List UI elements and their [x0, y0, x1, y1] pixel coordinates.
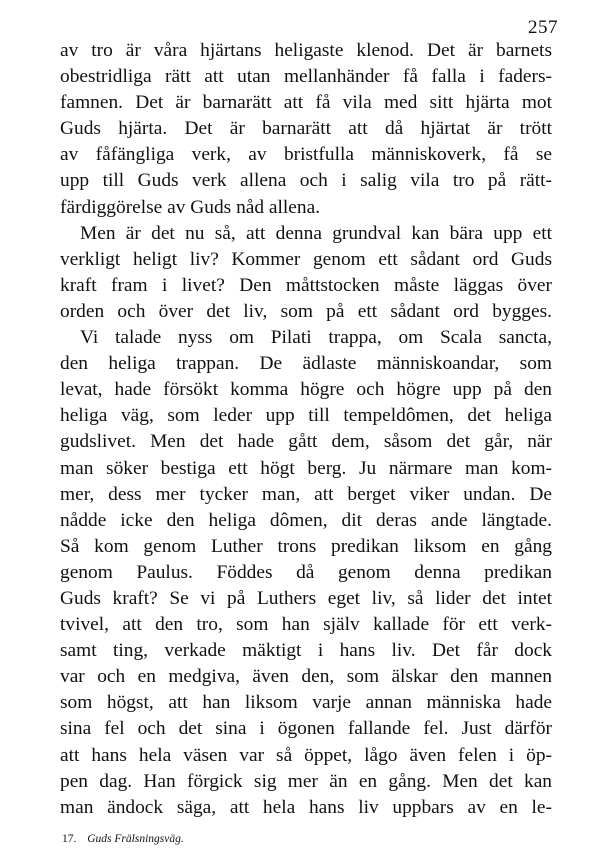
- text-line: Guds hjärta. Det är barnarätt att då hjärtat är trött: [60, 118, 552, 140]
- text-line: mer, dess mer tycker man, att berget viker undan. De: [60, 483, 552, 505]
- text-line: gudslivet. Men det hade gått dem, såsom det går, när: [60, 431, 552, 453]
- text-line: av tro är våra hjärtans heligaste klenod. Det är barnets: [60, 40, 552, 61]
- text-line: man söker bestiga ett högt berg. Ju närmare man kom-: [60, 457, 552, 479]
- paragraph: [60, 38, 552, 221]
- text-line: genom Paulus. Föddes då genom denna predikan: [60, 561, 552, 583]
- text-line: av fåfängliga verk, av bristfulla människoverk, få se: [60, 144, 552, 166]
- text-line: som högst, att han liksom varje annan människa hade: [60, 692, 552, 714]
- text-line: levat, hade försökt komma högre och högre upp på den: [60, 379, 552, 401]
- text-line: Så kom genom Luther trons predikan liksom en gång: [60, 535, 552, 557]
- text-line: orden och över det liv, som på ett sådant ord bygges.: [60, 300, 552, 322]
- text-line: man ändock säga, att hela hans liv uppbars av en le-: [60, 796, 552, 818]
- text-line: att hans hela väsen var så öppet, lågo även felen i öp-: [60, 744, 552, 766]
- text-line: sina fel och det sina i ögonen fallande fel. Just därför: [60, 718, 552, 740]
- text-line: Men är det nu så, att denna grundval kan bära upp ett: [80, 222, 552, 244]
- text-line: Vi talade nyss om Pilati trappa, om Scala sancta,: [80, 327, 552, 349]
- paragraph: [60, 221, 552, 325]
- text-line: Guds kraft? Se vi på Luthers eget liv, så lider det intet: [60, 587, 552, 609]
- text-line: nådde icke den heliga dômen, dit deras ande längtade.: [60, 509, 552, 531]
- text-line: den heliga trappan. De ädlaste människoandar, som: [60, 353, 552, 375]
- text-line: pen dag. Han förgick sig mer än en gång. Men det kan: [60, 770, 552, 792]
- text-line: färdiggörelse av Guds nåd allena.: [60, 196, 321, 218]
- page-number: 257: [528, 17, 558, 38]
- text-line: heliga väg, som leder upp till tempeldômen, det heliga: [60, 405, 552, 427]
- text-line: obestridliga rätt att utan mellanhänder få falla i faders-: [60, 66, 552, 88]
- text-line: tvivel, att den tro, som han själv kallade för ett verk-: [60, 614, 552, 636]
- signature-title: Guds Frälsningsväg.: [87, 833, 184, 845]
- text-line: famnen. Det är barnarätt att få vila med sitt hjärta mot: [60, 92, 552, 114]
- text-line: var och en medgiva, även den, som älskar den mannen: [60, 666, 552, 688]
- text-line: kraft fram i livet? Den måttstocken måste läggas över: [60, 274, 552, 296]
- text-line: upp till Guds verk allena och i salig vila tro på rätt-: [60, 170, 552, 192]
- text-line: samt ting, verkade mäktigt i hans liv. Det får dock: [60, 640, 552, 662]
- text-line: verkligt heligt liv? Kommer genom ett sådant ord Guds: [60, 248, 552, 270]
- paragraph: [60, 325, 552, 821]
- body-text: [60, 38, 552, 821]
- signature-footer: [62, 833, 184, 845]
- signature-number: 17.: [62, 833, 77, 845]
